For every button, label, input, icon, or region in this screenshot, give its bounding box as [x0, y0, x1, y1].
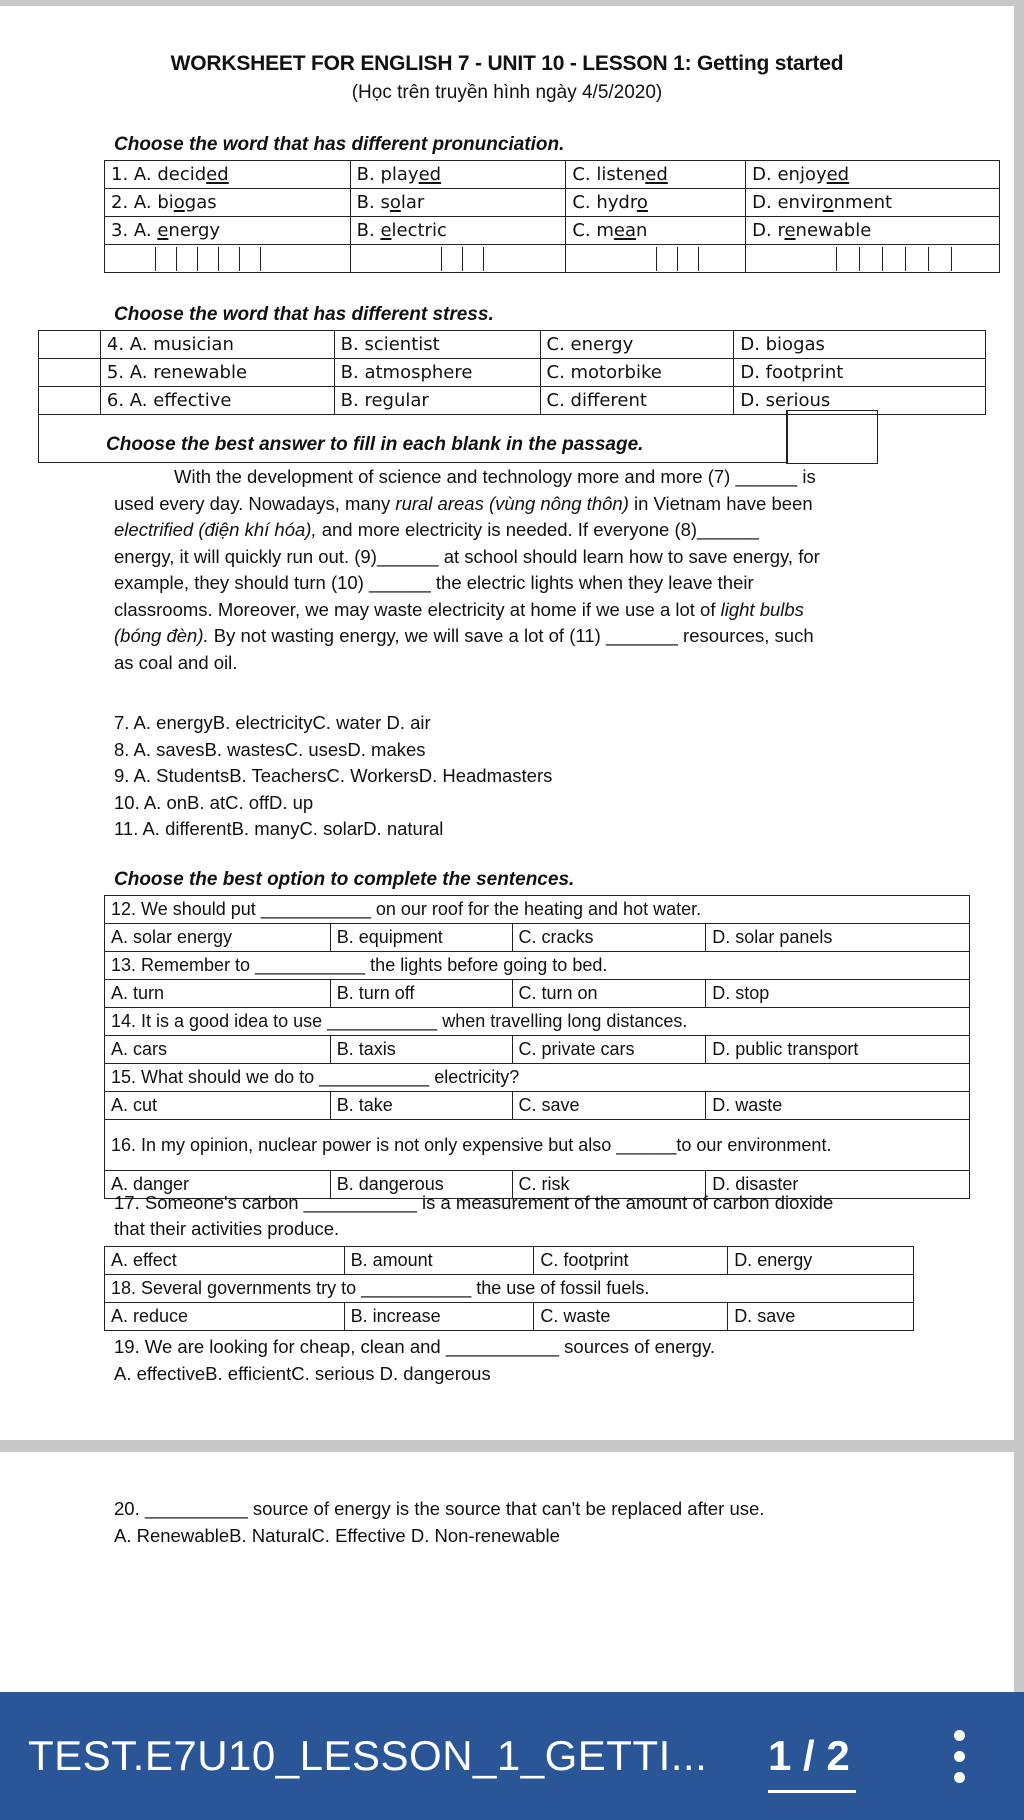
- word-text: nergy: [168, 219, 221, 241]
- question-row: [105, 1064, 970, 1092]
- menu-dot: [954, 1730, 965, 1741]
- option-cell: C. risk: [512, 1171, 706, 1199]
- option-cell: D. energy: [728, 1247, 914, 1275]
- underlined-letters: o: [636, 191, 648, 213]
- option-cell: B. take: [330, 1092, 512, 1120]
- option-line: 10. A. onB. atC. offD. up: [114, 792, 314, 813]
- question-row: [105, 896, 970, 924]
- section1-heading: Choose the word that has different pronunciation.: [114, 134, 565, 155]
- section2-heading: Choose the word that has different stress.: [114, 304, 494, 325]
- answer-row: [105, 245, 1000, 273]
- underlined-letters: e: [380, 219, 392, 241]
- passage-line: [114, 517, 944, 544]
- pronunciation-cell: [566, 161, 746, 189]
- passage-italic: electrified (điện khí hóa),: [114, 519, 317, 540]
- passage-text: classrooms. Moreover, we may waste electricity at home if we use a lot of: [114, 598, 721, 620]
- option-cell: B. equipment: [330, 924, 512, 952]
- option-cell: D. stop: [706, 980, 970, 1008]
- options-row: [105, 980, 970, 1008]
- option-cell: A. cars: [105, 1036, 331, 1064]
- stress-cell: C. energy: [540, 331, 734, 359]
- options-row: [105, 1036, 970, 1064]
- options-row: [105, 1303, 914, 1331]
- passage-italic: rural areas (vùng nông thôn): [395, 492, 629, 514]
- worksheet-title: WORKSHEET FOR ENGLISH 7 - UNIT 10 - LESSON 1: Getting started: [170, 52, 844, 75]
- stress-cell: 4. A. musician: [100, 331, 334, 359]
- word-text: n: [636, 219, 648, 241]
- word-text: gas: [184, 191, 217, 213]
- document-page-2: [0, 1452, 1014, 1692]
- pronunciation-cell: [105, 189, 351, 217]
- question-19-options: A. effectiveB. efficientC. serious D. dangerous: [114, 1363, 491, 1384]
- bottom-toolbar: [0, 1692, 1024, 1820]
- stress-cell: D. biogas: [734, 331, 986, 359]
- underlined-letters: o: [173, 191, 185, 213]
- page-indicator-underline: [768, 1790, 856, 1793]
- option-cell: A. danger: [105, 1171, 331, 1199]
- question-row: [105, 952, 970, 980]
- answer-cell: [350, 245, 566, 273]
- word-text: C. m: [572, 219, 614, 241]
- question-cell: 15. What should we do to ___________ electricity?: [105, 1064, 970, 1092]
- option-cell: A. turn: [105, 980, 331, 1008]
- passage-italic: light bulbs: [720, 598, 804, 620]
- passage-text: used every day. Nowadays, many: [114, 492, 396, 514]
- stress-cell: B. atmosphere: [334, 359, 540, 387]
- menu-dot: [954, 1751, 965, 1762]
- stress-cell: B. scientist: [334, 331, 540, 359]
- pronunciation-cell: [746, 161, 1000, 189]
- option-cell: D. waste: [706, 1092, 970, 1120]
- option-cell: C. footprint: [534, 1247, 728, 1275]
- underlined-letters: o: [389, 191, 401, 213]
- options-row: [105, 924, 970, 952]
- passage: [114, 464, 944, 676]
- options-row: [105, 1092, 970, 1120]
- option-line: 9. A. StudentsB. TeachersC. WorkersD. Headmasters: [114, 765, 553, 786]
- passage-text: By not wasting energy, we will save a lot of (11) _______ resources, such: [208, 625, 814, 646]
- question-19: 19. We are looking for cheap, clean and ___________ sources of energy.: [114, 1336, 715, 1357]
- passage-line: [114, 623, 944, 650]
- question-cell: 12. We should put ___________ on our roof for the heating and hot water.: [105, 896, 970, 924]
- answer-box: [786, 410, 878, 464]
- option-cell: B. taxis: [330, 1036, 512, 1064]
- worksheet-subtitle: (Học trên truyền hình ngày 4/5/2020): [351, 82, 663, 103]
- pronunciation-cell: [746, 217, 1000, 245]
- option-cell: C. waste: [534, 1303, 728, 1331]
- pronunciation-cell: [350, 189, 566, 217]
- word-text: lar: [400, 191, 425, 213]
- passage-line: [114, 597, 944, 624]
- pronunciation-row: [105, 217, 1000, 245]
- pronunciation-row: [105, 161, 1000, 189]
- option-cell: D. save: [728, 1303, 914, 1331]
- question-cell: 18. Several governments try to ___________ the use of fossil fuels.: [105, 1275, 914, 1303]
- question-20: 20. __________ source of energy is the source that can't be replaced after use.: [114, 1498, 765, 1519]
- option-line: 11. A. differentB. manyC. solarD. natural: [114, 818, 444, 839]
- word-text: 3. A.: [111, 219, 158, 241]
- pronunciation-cell: [350, 217, 566, 245]
- pronunciation-cell: [566, 217, 746, 245]
- answer-cell: [105, 245, 351, 273]
- pronunciation-cell: [350, 161, 566, 189]
- option-cell: C. turn on: [512, 980, 706, 1008]
- option-line: 7. A. energyB. electricityC. water D. air: [114, 712, 431, 733]
- stress-cell: D. footprint: [734, 359, 986, 387]
- file-name[interactable]: TEST.E7U10_LESSON_1_GETTI...: [28, 1732, 708, 1779]
- menu-dot: [954, 1772, 965, 1783]
- option-cell: A. cut: [105, 1092, 331, 1120]
- pronunciation-cell: [746, 189, 1000, 217]
- option-cell: D. public transport: [706, 1036, 970, 1064]
- question-cell: 14. It is a good idea to use ___________ when travelling long distances.: [105, 1008, 970, 1036]
- pronunciation-table: [104, 160, 1000, 273]
- passage-text: in Vietnam have been: [628, 492, 813, 514]
- word-text: C. listen: [572, 163, 646, 185]
- word-text: B. play: [356, 163, 419, 185]
- option-cell: B. amount: [344, 1247, 534, 1275]
- option-line: 8. A. savesB. wastesC. usesD. makes: [114, 739, 426, 760]
- word-text: 2. A. bi: [111, 191, 174, 213]
- more-vertical-icon[interactable]: [950, 1730, 970, 1784]
- passage-text: and more electricity is needed. If everyone (8)______: [316, 519, 759, 540]
- passage-italic: (bóng đèn).: [114, 625, 209, 646]
- stress-table: [38, 330, 986, 415]
- stress-cell: C. different: [540, 387, 734, 415]
- answer-cell: [566, 245, 746, 273]
- question-17-line-2: that their activities produce.: [114, 1218, 340, 1239]
- question-20-options: A. RenewableB. NaturalC. Effective D. Non-renewable: [114, 1525, 560, 1546]
- option-cell: C. private cars: [512, 1036, 706, 1064]
- pronunciation-row: [105, 189, 1000, 217]
- sentences-table: [104, 895, 970, 1199]
- option-cell: B. increase: [344, 1303, 534, 1331]
- stress-cell: 6. A. effective: [100, 387, 334, 415]
- blank-cell: [39, 331, 101, 359]
- word-text: newable: [795, 219, 872, 241]
- blank-cell: [39, 359, 101, 387]
- option-cell: C. save: [512, 1092, 706, 1120]
- word-text: B. s: [356, 191, 390, 213]
- stress-cell: D. serious: [734, 387, 986, 415]
- question-row: [105, 1008, 970, 1036]
- passage-line: energy, it will quickly run out. (9)______ at school should learn how to save energy, for: [114, 545, 820, 567]
- underlined-letters: ed: [645, 163, 668, 185]
- pronunciation-cell: [105, 217, 351, 245]
- question-row: [105, 1120, 970, 1171]
- question-cell: 13. Remember to ___________ the lights before going to bed.: [105, 952, 970, 980]
- section4-heading: Choose the best option to complete the sentences.: [114, 869, 575, 890]
- question-row: [105, 1275, 914, 1303]
- stress-row: [39, 359, 986, 387]
- passage-line: as coal and oil.: [114, 651, 238, 673]
- answer-cell: [746, 245, 1000, 273]
- word-text: D. r: [752, 219, 785, 241]
- underlined-letters: ea: [613, 219, 636, 241]
- option-cell: D. disaster: [706, 1171, 970, 1199]
- underlined-letters: ed: [418, 163, 442, 185]
- word-text: D. enjoy: [752, 163, 827, 185]
- question-cell: 16. In my opinion, nuclear power is not only expensive but also ______to our environment.: [105, 1120, 970, 1171]
- pronunciation-cell: [566, 189, 746, 217]
- pronunciation-cell: [105, 161, 351, 189]
- passage-line: example, they should turn (10) ______ the electric lights when they leave their: [114, 572, 754, 593]
- stress-cell: B. regular: [334, 387, 540, 415]
- word-text: lectric: [391, 219, 447, 241]
- underlined-letters: e: [784, 219, 796, 241]
- question-17-line-1: 17. Someone's carbon ___________ is a measurement of the amount of carbon dioxide: [114, 1192, 834, 1213]
- option-cell: A. effect: [105, 1247, 345, 1275]
- option-cell: B. turn off: [330, 980, 512, 1008]
- page-indicator[interactable]: 1 / 2: [768, 1732, 850, 1779]
- word-text: D. envir: [752, 191, 823, 213]
- option-cell: B. dangerous: [330, 1171, 512, 1199]
- underlined-letters: ed: [826, 163, 850, 185]
- word-text: B.: [356, 219, 381, 241]
- word-text: nment: [833, 191, 893, 213]
- section3-heading: Choose the best answer to fill in each blank in the passage.: [106, 434, 644, 455]
- word-text: C. hydr: [572, 191, 637, 213]
- option-cell: D. solar panels: [706, 924, 970, 952]
- options-row: [105, 1247, 914, 1275]
- stress-cell: C. motorbike: [540, 359, 734, 387]
- stress-cell: 5. A. renewable: [100, 359, 334, 387]
- underlined-letters: ed: [206, 163, 229, 185]
- passage-line: With the development of science and technology more and more (7) ______ is: [174, 466, 816, 487]
- underlined-letters: o: [822, 191, 834, 213]
- stress-row: [39, 331, 986, 359]
- word-text: 1. A. decid: [111, 163, 207, 185]
- option-cell: A. reduce: [105, 1303, 345, 1331]
- passage-line: [114, 491, 944, 518]
- option-cell: A. solar energy: [105, 924, 331, 952]
- document-page-1: [0, 6, 1014, 1440]
- sentences-table-2: [104, 1246, 914, 1331]
- underlined-letters: e: [157, 219, 169, 241]
- option-cell: C. cracks: [512, 924, 706, 952]
